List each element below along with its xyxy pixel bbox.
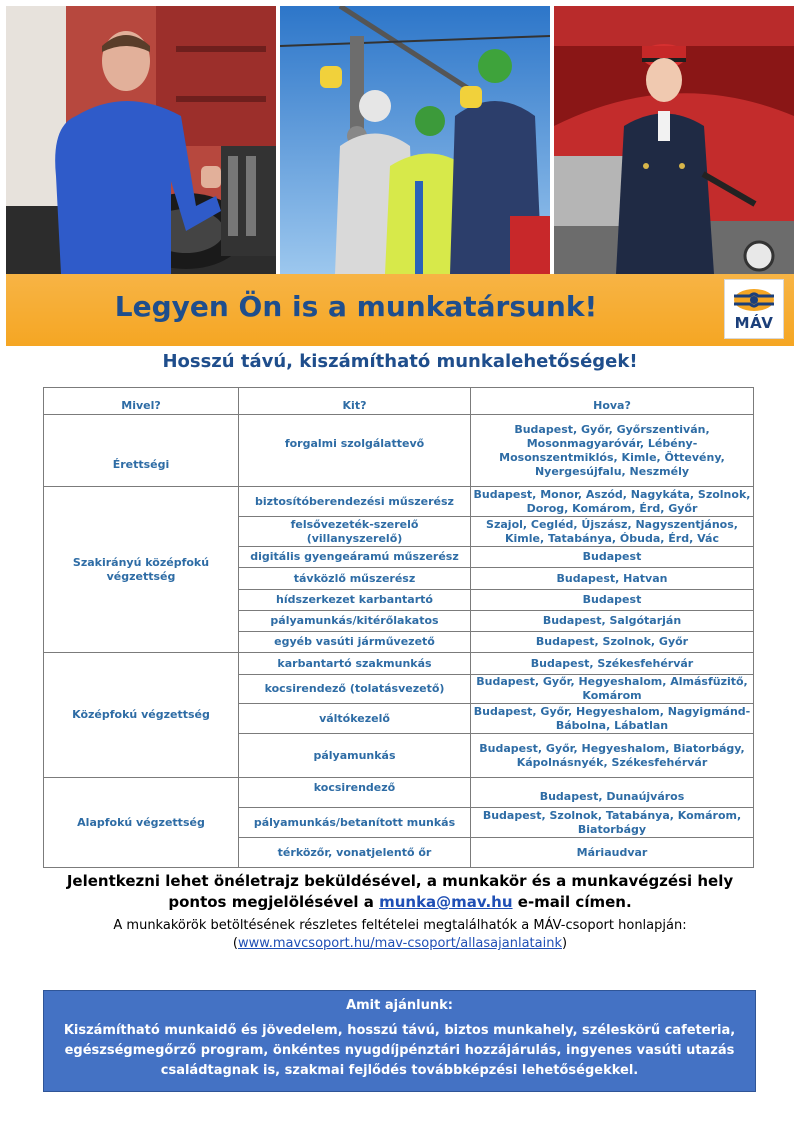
job-cell: karbantartó szakmunkás	[239, 653, 471, 675]
header-mivel: Mivel?	[44, 388, 239, 415]
places-cell: Budapest, Dunaújváros	[471, 778, 754, 808]
offer-box	[43, 990, 756, 1092]
places-cell: Budapest, Székesfehérvár	[471, 653, 754, 675]
places-cell: Budapest	[471, 590, 754, 611]
offer-body: Kiszámítható munkaidő és jövedelem, hosszú távú, biztos munkahely, széleskörű cafeteria, egészségmegőrző program, önkéntes nyugdíjpénztári hozzájárulás, ingyenes vasúti utazás családtagnak is, szakmai fejlődés továbbképzési lehetőségekkel.	[63, 1023, 736, 1078]
photo-technician	[6, 6, 276, 274]
job-cell: térközőr, vonatjelentő őr	[239, 838, 471, 868]
details-line-2	[0, 935, 800, 953]
table-row	[44, 653, 754, 675]
places-cell: Budapest, Győr, Győrszentiván, Mosonmagyaróvár, Lébény-Mosonszentmiklós, Kimle, Öttevény, Nyergesújfalu, Neszmély	[471, 415, 754, 487]
places-cell: Budapest, Győr, Hegyeshalom, Almásfüzitő, Komárom	[471, 675, 754, 704]
job-cell: kocsirendező	[239, 778, 471, 808]
places-cell: Budapest, Szolnok, Győr	[471, 632, 754, 653]
table-row	[44, 487, 754, 517]
job-cell: pályamunkás/kitérőlakatos	[239, 611, 471, 632]
details-line-1: A munkakörök betöltésének részletes feltételei megtalálhatók a MÁV-csoport honlapján:	[113, 918, 687, 933]
places-cell: Budapest, Monor, Aszód, Nagykáta, Szolnok, Dorog, Komárom, Érd, Győr	[471, 487, 754, 517]
table-header-row	[44, 388, 754, 415]
places-cell: Szajol, Cegléd, Újszász, Nagyszentjános, Kimle, Tatabánya, Óbuda, Érd, Vác	[471, 517, 754, 547]
places-cell: Budapest, Győr, Hegyeshalom, Nagyigmánd-Bábolna, Lábatlan	[471, 704, 754, 734]
application-line-1: Jelentkezni lehet önéletrajz beküldésével, a munkakör és a munkavégzési hely	[66, 872, 734, 890]
job-cell: egyéb vasúti járművezető	[239, 632, 471, 653]
application-line-2-pre: pontos megjelölésével a	[168, 893, 380, 911]
places-cell: Budapest, Salgótarján	[471, 611, 754, 632]
application-line-2	[0, 892, 800, 913]
category-cell: Érettségi	[44, 415, 239, 487]
banner-title: Legyen Ön is a munkatársunk!	[114, 290, 598, 323]
application-line-2-post: e-mail címen.	[512, 893, 632, 911]
job-cell: pályamunkás	[239, 734, 471, 778]
job-cell: hídszerkezet karbantartó	[239, 590, 471, 611]
category-cell: Alapfokú végzettség	[44, 778, 239, 868]
job-cell: kocsirendező (tolatásvezető)	[239, 675, 471, 704]
mav-logo-icon	[732, 287, 776, 313]
header-kit: Kit?	[239, 388, 471, 415]
table-row	[44, 415, 754, 487]
website-link[interactable]: www.mavcsoport.hu/mav-csoport/allasajanlataink	[238, 936, 562, 951]
places-cell: Budapest, Győr, Hegyeshalom, Biatorbágy, Kápolnásnyék, Székesfehérvár	[471, 734, 754, 778]
mav-logo	[724, 279, 784, 339]
photo-conductor	[554, 6, 794, 274]
job-cell: felsővezeték-szerelő (villanyszerelő)	[239, 517, 471, 547]
category-cell: Szakirányú középfokú végzettség	[44, 487, 239, 653]
photo-linemen	[280, 6, 550, 274]
job-cell: pályamunkás/betanított munkás	[239, 808, 471, 838]
header-hova: Hova?	[471, 388, 754, 415]
offer-title: Amit ajánlunk:	[346, 998, 453, 1013]
job-cell: távközlő műszerész	[239, 568, 471, 590]
job-table	[43, 387, 754, 868]
job-cell: forgalmi szolgálattevő	[239, 415, 471, 487]
banner	[6, 274, 794, 346]
places-cell: Budapest, Szolnok, Tatabánya, Komárom, Biatorbágy	[471, 808, 754, 838]
category-cell: Középfokú végzettség	[44, 653, 239, 778]
places-cell: Budapest	[471, 547, 754, 568]
job-cell: váltókezelő	[239, 704, 471, 734]
paren-open: (	[232, 936, 238, 951]
email-link[interactable]: munka@mav.hu	[379, 893, 513, 911]
places-cell: Máriaudvar	[471, 838, 754, 868]
table-row	[44, 778, 754, 808]
job-cell: digitális gyengeáramú műszerész	[239, 547, 471, 568]
places-cell: Budapest, Hatvan	[471, 568, 754, 590]
job-cell: biztosítóberendezési műszerész	[239, 487, 471, 517]
page-subtitle: Hosszú távú, kiszámítható munkalehetőségek!	[162, 351, 638, 372]
paren-close: )	[561, 936, 568, 951]
mav-logo-text: MÁV	[734, 313, 774, 332]
application-info	[0, 871, 800, 913]
photo-strip	[6, 6, 794, 274]
details-info	[0, 917, 800, 953]
